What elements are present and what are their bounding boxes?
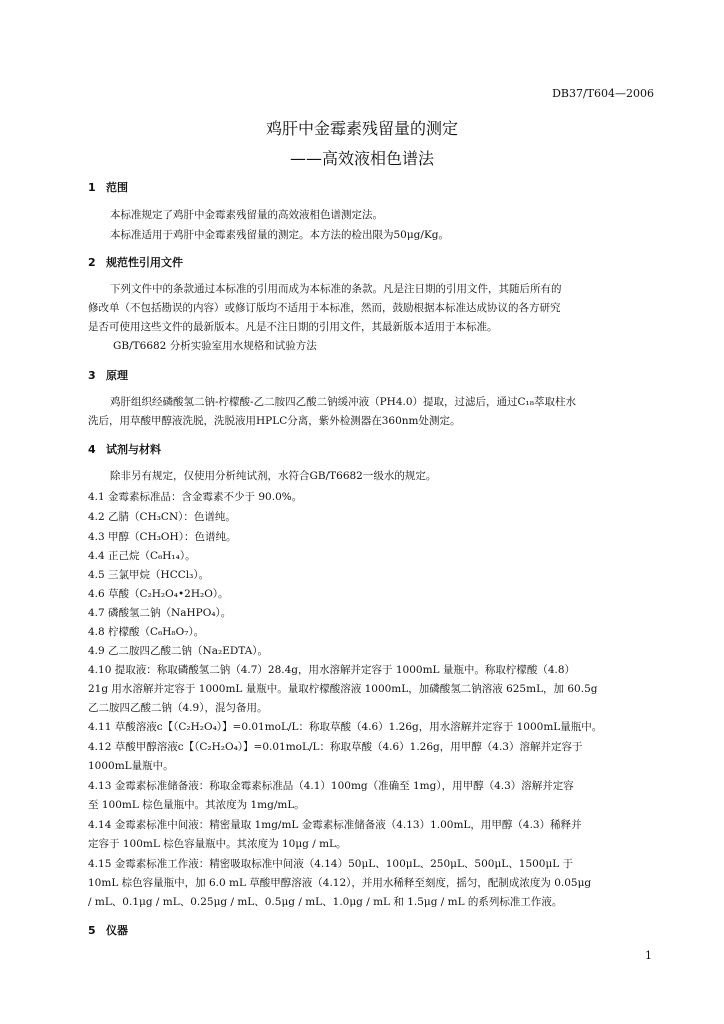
document-code: DB37/T604—2006 [552, 87, 654, 100]
list-item: 4.2 乙腈（CH₃CN）：色谱纯。 [88, 511, 236, 523]
body-line: 10mL 棕色容量瓶中，加 6.0 mL 草酸甲醇溶液（4.12），并用水稀释至刻度，摇匀，配制成浓度为 0.05μg [88, 877, 592, 889]
list-item: 4.6 草酸（C₂H₂O₄•2H₂O）。 [88, 588, 229, 600]
section-5-heading: 5 仪器 [88, 924, 128, 937]
list-item: 4.1 金霉素标准品：含金霉素不少于 90.0%。 [88, 491, 303, 503]
body-line: / mL、0.1μg / mL、0.25μg / mL、0.5μg / mL、1.0μg / mL 和 1.5μg / mL 的系列标准工作液。 [88, 896, 563, 908]
list-item: 4.5 三氯甲烷（HCCl₃）。 [88, 569, 210, 581]
list-item: 4.7 磷酸氢二钠（NaHPO₄）。 [88, 607, 232, 619]
body-line: 1000mL量瓶中。 [88, 760, 174, 772]
document-title: 鸡肝中金霉素残留量的测定 [265, 119, 458, 138]
body-line: 21g 用水溶解并定容于 1000mL 量瓶中。量取柠檬酸溶液 1000mL，加磷酸氢二钠溶液 625mL，加 60.5g [88, 683, 598, 695]
body-line: 本标准适用于鸡肝中金霉素残留量的测定。本方法的检出限为50μg/Kg。 [110, 229, 450, 241]
document-subtitle: ——高效液相色谱法 [289, 149, 434, 168]
list-item: 4.15 金霉素标准工作液：精密吸取标准中间液（4.14）50μL、100μL、250μL、500μL、1500μL 于 [88, 858, 574, 870]
list-item: 4.8 柠檬酸（C₆H₈O₇）。 [88, 626, 205, 638]
list-item: 4.4 正己烷（C₆H₁₄）。 [88, 550, 196, 562]
body-line: 是否可使用这些文件的最新版本。凡是不注日期的引用文件，其最新版本适用于本标准。 [88, 321, 498, 333]
body-line: 至 100mL 棕色量瓶中。其浓度为 1mg/mL。 [88, 799, 305, 811]
list-item: 4.14 金霉素标准中间液：精密量取 1mg/mL 金霉素标准储备液（4.13）1.00mL，用甲醇（4.3）稀释并 [88, 819, 582, 831]
body-line: 鸡肝组织经磷酸氢二钠-柠檬酸-乙二胺四乙酸二钠缓冲液（PH4.0）提取，过滤后，通过C₁₈萃取柱水 [110, 396, 576, 408]
list-item: 4.10 提取液：称取磷酸氢二钠（4.7）28.4g，用水溶解并定容于 1000mL 量瓶中。称取柠檬酸（4.8） [88, 664, 576, 676]
section-1-heading: 1 范围 [88, 181, 128, 194]
page-number: 1 [645, 949, 652, 962]
list-item: 4.11 草酸溶液c【（C₂H₂O₄）】=0.01moL/L：称取草酸（4.6）1.26g，用水溶解并定容于 1000mL量瓶中。 [88, 721, 603, 733]
body-line: 修改单（不包括勘误的内容）或修订版均不适用于本标准，然而，鼓励根据本标准达成协议的各方研究 [88, 302, 561, 314]
list-item: 4.9 乙二胺四乙酸二钠（Na₂EDTA）。 [88, 645, 269, 657]
body-line: 下列文件中的条款通过本标准的引用而成为本标准的条款。凡是注日期的引用文件，其随后所有的 [110, 283, 562, 295]
list-item: 4.13 金霉素标准储备液：称取金霉素标准品（4.1）100mg（准确至 1mg），用甲醇（4.3）溶解并定容 [88, 780, 574, 792]
body-line: 洗后，用草酸甲醇液洗脱，洗脱液用HPLC分离，紫外检测器在360nm处测定。 [88, 415, 461, 427]
section-2-heading: 2 规范性引用文件 [88, 256, 183, 269]
section-4-heading: 4 试剂与材料 [88, 443, 161, 456]
body-line: 乙二胺四乙酸二钠（4.9），混匀备用。 [88, 702, 268, 714]
section-3-heading: 3 原理 [88, 369, 128, 382]
list-item: 4.3 甲醇（CH₃OH）：色谱纯。 [88, 531, 237, 543]
body-line: 本标准规定了鸡肝中金霉素残留量的高效液相色谱测定法。 [110, 209, 383, 221]
body-line: 定容于 100mL 棕色容量瓶中。其浓度为 10μg / mL。 [88, 838, 347, 850]
body-line: 除非另有规定，仅使用分析纯试剂，水符合GB/T6682一级水的规定。 [110, 470, 437, 482]
reference-line: GB/T6682 分析实验室用水规格和试验方法 [113, 340, 317, 352]
list-item: 4.12 草酸甲醇溶液c【（C₂H₂O₄）】=0.01moL/L：称取草酸（4.6）1.26g，用甲醇（4.3）溶解并定容于 [88, 741, 583, 753]
